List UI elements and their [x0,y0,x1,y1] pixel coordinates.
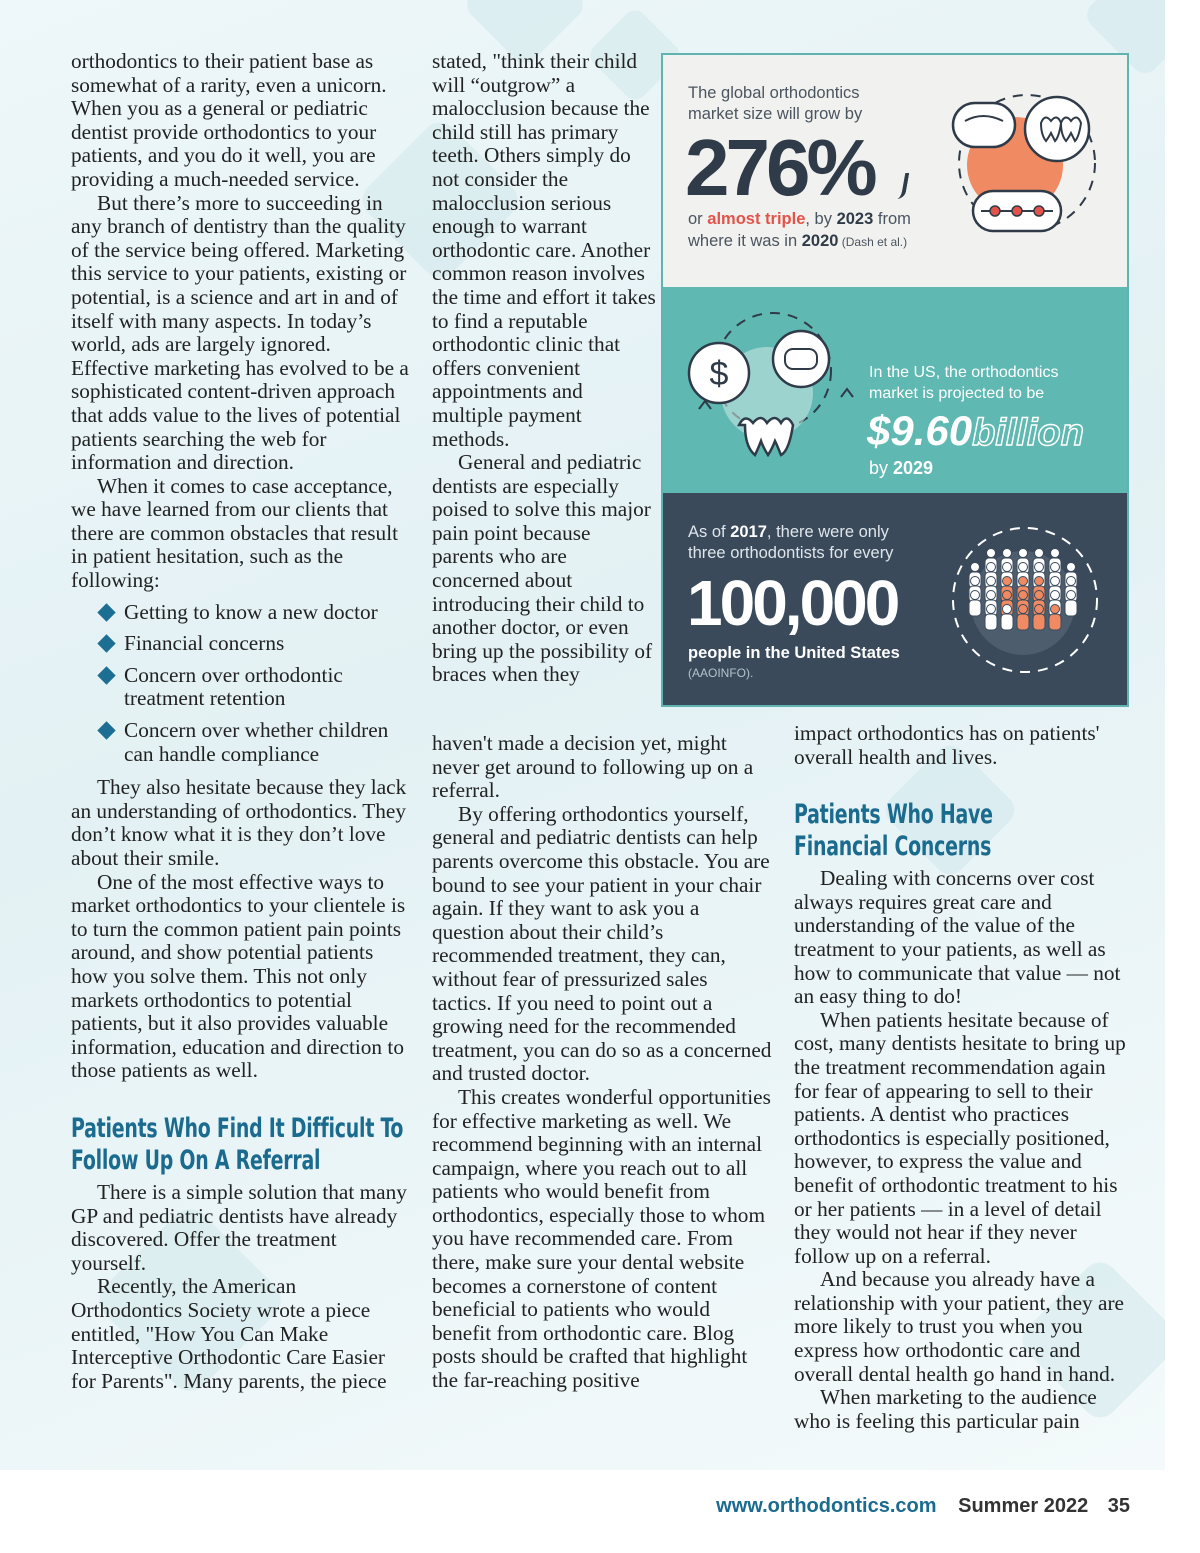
footer-issue: Summer 2022 [958,1495,1089,1517]
crowd-group [969,549,1077,631]
us-market-panel [663,287,1127,493]
paragraph: There is a simple solution that many GP and pediatric dentists have already discovered. Offer the treatment yourself. [71,1179,407,1275]
paragraph: But there’s more to succeeding in any branch of dentistry than the quality of the service being offered. Marketing this service to your patients, existing or potential, is a science and art in and of itself with many aspects. In today’s world, ads are largely ignored. Effective marketing has evolved to be a sophisticated content-driven approach that adds value to the lives of potential patients searching the web for information and direction. [71,190,409,475]
person-head [1019,591,1028,600]
percent-figure: 276% [685,123,874,212]
person-head [1051,577,1060,586]
person-head [1019,549,1028,558]
dollar-amount: $9.60 [867,407,973,454]
molars-icon [739,418,793,455]
person-body [1049,614,1061,630]
obstacles-list [71,601,411,767]
person-head [1019,577,1028,586]
heading-line: Patients Who Have [794,799,993,831]
intro-line: market size will grow by [688,105,863,123]
person-head [1067,563,1076,572]
column-2-lower [432,732,772,1393]
person-head [1019,563,1028,572]
bracket [1034,206,1044,216]
paragraph: orthodontics to their patient base as somewhat of a rarity, even a unicorn. When you as a general or pediatric dentist provide orthodontics to your patients, and you do it well, you are providing a much-needed service. [71,49,387,191]
text-year: 2020 [801,232,839,250]
text-year: 2017 [730,523,767,541]
person-head [1003,563,1012,572]
text-almost-triple: almost triple [707,210,806,228]
section-heading [794,799,1059,863]
population-figure: 100,000 [687,567,898,639]
paragraph: This creates wonderful opportunities for effective marketing as well. We recommend beginning with an internal campaign, where you reach out to all patients who would benefit from orthodontics, especially those to whom you have recommended care. From there, make sure your dental website becomes a cornerstone of content beneficial to patients who would benefit from orthodontic care. Blog posts should be crafted that highlight the far-reaching positive [432,1084,771,1393]
text-where: where it was in [688,232,802,250]
paragraph: When marketing to the audience who is feeling this particular pain [794,1385,1097,1433]
person-body [985,614,997,630]
list-item-text: Concern over whether children can handle compliance [124,718,389,766]
paragraph: stated, "think their child will “outgrow” a malocclusion because the child still has primary teeth. Others simply do not consider the malocclusion serious enough to warrant orthodontic care. Another common reason involves the time and effort it takes to find a reputable orthodontic clinic that offers convenient appointments and multiple payment methods. [432,49,656,451]
person-head [987,549,996,558]
intro-line: market is projected to be [869,385,1045,402]
text-year: 2023 [836,210,874,228]
denture-icon [785,349,817,369]
person-body [1017,614,1029,630]
person-head [1019,605,1028,614]
text-from: from [873,210,911,228]
paragraph: And because you already have a relationship with your patient, they are more likely to trust you when you express how orthodontic care and overall dental health go hand in hand. [794,1267,1125,1386]
list-item-text: Financial concerns [124,631,285,656]
person-head [1035,563,1044,572]
person-head [1051,549,1060,558]
paragraph: Recently, the American Orthodontics Society wrote a piece entitled, "How You Can Make Interceptive Orthodontic Care Easier for Parents". Many parents, the piece [71,1274,387,1393]
us-market-year [869,457,933,479]
person-head [971,591,980,600]
panel-intro [688,83,862,125]
us-market-figure [867,407,1084,457]
person-head [971,563,980,572]
list-item-text: Concern over orthodontic treatment retention [124,662,343,711]
paragraph: impact orthodontics has on patients' overall health and lives. [794,721,1100,769]
paragraph: When patients hesitate because of cost, many dentists hesitate to bring up the treatment recommendation again for fear of appearing to sell to their patients. A dentist who practices orthodontics is especially positioned, however, to express the value and benefit of orthodontic treatment to his or her patients — in a level of detail they would not hear if they never follow up on a referral. [794,1007,1126,1268]
person-head [971,577,980,586]
bracket [1012,206,1022,216]
diamond-bullet-icon [97,635,115,653]
person-head [1003,591,1012,600]
column-2-upper [432,50,657,687]
triple-text [688,208,911,253]
person-head [1067,577,1076,586]
citation: (Dash et al.) [838,235,908,249]
column-1 [71,50,411,1393]
person-body [1001,614,1013,630]
paragraph: One of the most effective ways to market orthodontics to your clientele is to turn the common patient pain points around, and show potential patients how you solve them. This not only markets orthodontics to potential patients, but it also provides valuable information, education and direction to those patients as well. [71,869,406,1083]
global-market-panel [663,55,1127,287]
footer-url[interactable]: www.orthodontics.com [716,1495,937,1517]
person-body [969,600,981,616]
text-by: , by [805,210,837,228]
heading-line: Financial Concerns [794,831,992,863]
heading-line: Patients Who Find It Difficult To [71,1112,404,1144]
page-footer [716,1495,1130,1518]
dollar-teeth-cycle-illustration [683,301,863,481]
retainer-icon [953,103,1015,147]
text-by: by [869,458,894,478]
person-head [1035,549,1044,558]
person-head [1051,591,1060,600]
text-or: or [688,210,708,228]
bracket [990,206,1000,216]
person-head [1003,549,1012,558]
person-head [987,577,996,586]
teeth-braces-illustration [945,83,1105,248]
person-body [1065,600,1077,616]
person-head [1003,605,1012,614]
panel-intro [688,522,893,564]
paragraph: Dealing with concerns over cost always requires great care and understanding of the value of the treatment to your patients, as well as how to communicate that value — not an easy thing to do! [794,866,1121,1009]
person-head [1051,605,1060,614]
person-head [987,591,996,600]
intro-line: In the US, the orthodontics [869,364,1059,381]
panel-intro [869,362,1058,404]
person-body [1033,614,1045,630]
intro-line: , there were only [766,523,889,541]
diamond-bullet-icon [97,666,115,684]
person-head [987,605,996,614]
people-text: people in the United States [688,644,900,662]
page-number: 35 [1107,1495,1130,1517]
paragraph: When it comes to case acceptance, we have learned from our clients that there are common obstacles that result in patient hesitation, such as the following: [71,473,399,593]
billion-text: billion [972,412,1084,454]
person-head [1035,605,1044,614]
person-head [1003,577,1012,586]
paragraph: General and pediatric dentists are especially poised to solve this major pain point because parents who are concerned about introducing their child to another doctor, or even bring up the possibility of braces when they [432,450,653,687]
orthodontists-per-population-panel [663,493,1127,707]
crowd-illustration [945,515,1105,685]
list-item [71,601,411,625]
person-head [1051,563,1060,572]
citation: (AAOINFO). [688,666,754,680]
list-item-text: Getting to know a new doctor [124,599,378,624]
paragraph: By offering orthodontics yourself, general and pediatric dentists can help parents overcome this obstacle. You are bound to see your patient in your chair again. If they want to ask you a question about their child’s recommended treatment, they can, without fear of pressurized sales tactics. If you need to point out a growing need for the recommended treatment, you can do so as a concerned and trusted doctor. [432,801,772,1086]
intro-line: The global orthodontics [688,84,860,102]
list-item [71,719,411,766]
diamond-bullet-icon [97,721,115,739]
section-heading [71,1112,404,1177]
person-head [1035,577,1044,586]
text-as-of: As of [688,523,731,541]
text-year: 2029 [893,458,934,478]
list-item [71,664,411,711]
column-3 [794,722,1134,1433]
comma-mark [891,173,910,199]
paragraph: haven't made a decision yet, might never get around to following up on a referral. [432,731,754,803]
person-head [1035,591,1044,600]
diamond-bullet-icon [97,603,115,621]
dollar-icon: $ [709,355,729,393]
list-item [71,632,411,656]
intro-line: three orthodontists for every [688,544,894,562]
arrow-up-icon [841,389,853,397]
heading-line: Follow Up On A Referral [71,1144,321,1176]
person-head [1067,591,1076,600]
infographic [661,53,1129,707]
paragraph: They also hesitate because they lack an understanding of orthodontics. They don’t know what it is they don’t love about their smile. [71,775,407,870]
person-head [987,563,996,572]
